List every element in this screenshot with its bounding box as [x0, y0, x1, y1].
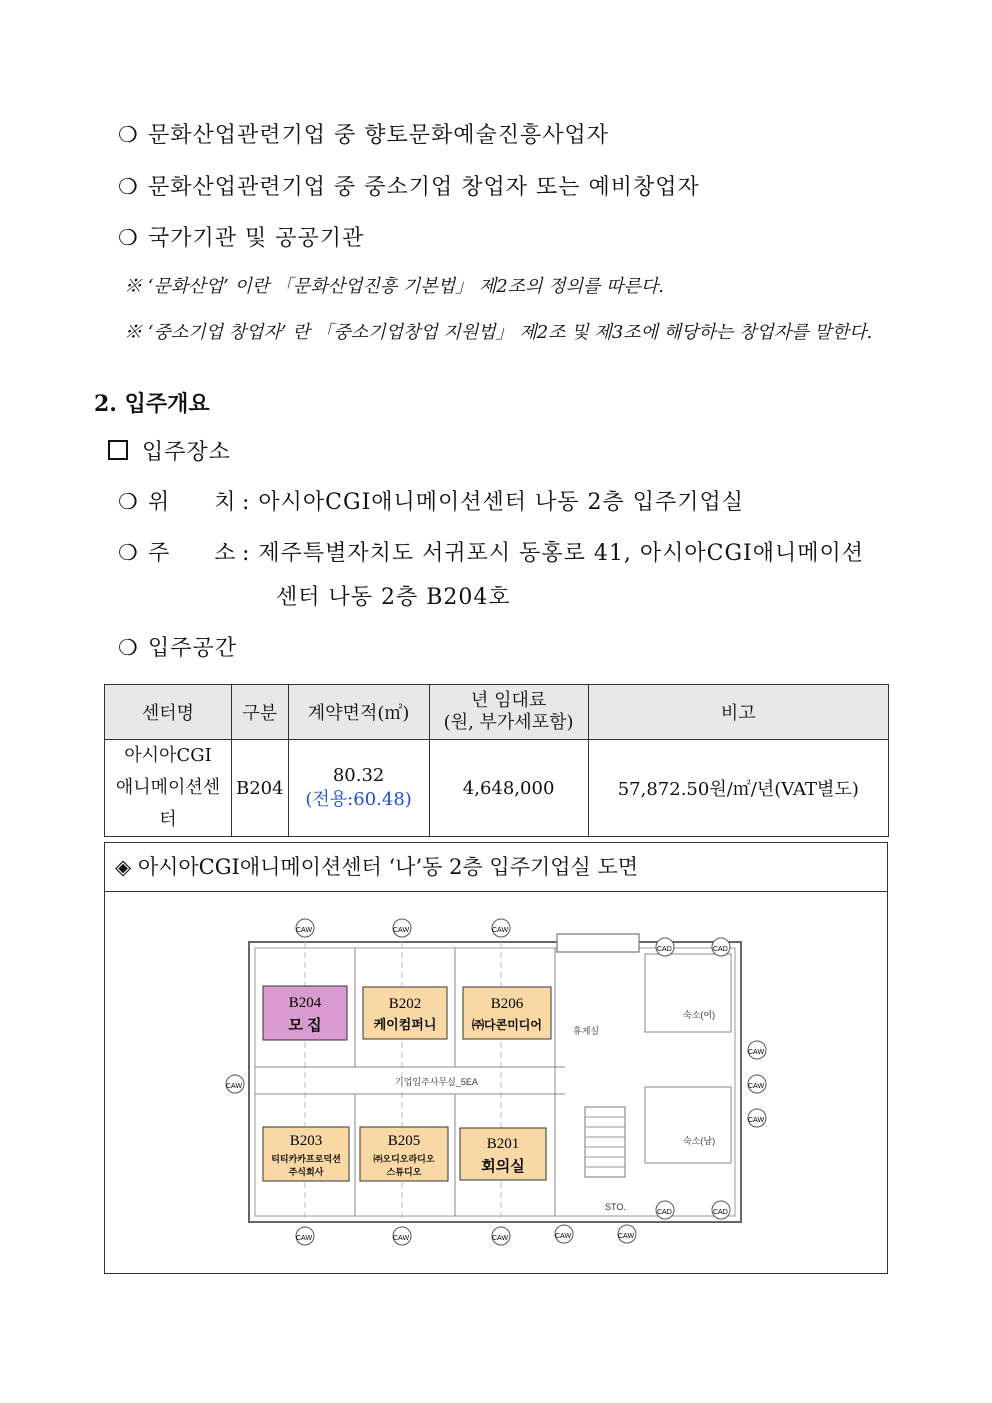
eligibility-item: ❍ 국가기관 및 공공기관 [118, 226, 365, 251]
caw-marker [748, 1075, 766, 1093]
cad-marker [712, 938, 730, 956]
svg-text:CAW: CAW [492, 1235, 509, 1242]
space-table [104, 684, 889, 837]
circle-bullet-icon: ❍ [118, 636, 139, 661]
footnote: ※ ‘중소기업 창업자’ 란 「중소기업창업 지원법」 제2조 및 제3조에 해당하는 창업자를 말한다. [124, 322, 873, 343]
eligibility-item: ❍ 문화산업관련기업 중 향토문화예술진흥사업자 [118, 123, 610, 148]
svg-text:CAW: CAW [296, 1235, 313, 1242]
eligibility-item: ❍ 문화산업관련기업 중 중소기업 창업자 또는 예비창업자 [118, 175, 700, 200]
table-row [105, 740, 889, 837]
svg-text:CAW: CAW [296, 927, 313, 934]
circle-bullet-icon: ❍ [118, 226, 139, 251]
caw-marker [296, 919, 314, 937]
room-b203 [263, 1127, 349, 1181]
svg-text:CAW: CAW [393, 1235, 410, 1242]
svg-text:CAW: CAW [555, 1233, 572, 1240]
stair-top [557, 934, 639, 952]
room-name: 티티카카프로덕션 [271, 1154, 341, 1164]
caw-marker [393, 919, 411, 937]
table-header-row [105, 685, 889, 740]
cad-marker [656, 1201, 674, 1219]
header-rent: 년 임대료 (원, 부가세포함) [429, 685, 588, 740]
caw-marker [748, 1109, 766, 1127]
footnote: ※ ‘문화산업’ 이란 「문화산업진흥 기본법」 제2조의 정의를 따른다. [124, 276, 664, 297]
address-value: 제주특별자치도 서귀포시 동홍로 41, 아시아CGI애니메이션 [258, 541, 865, 566]
floorplan-box [104, 842, 888, 1274]
dorm-male-text: 숙소(남) [683, 1136, 716, 1146]
lounge-label: 휴게실 [573, 1026, 600, 1036]
room-b205 [360, 1127, 448, 1181]
svg-text:CAW: CAW [618, 1233, 635, 1240]
room-id: B203 [289, 1133, 323, 1149]
cell-rent: 4,648,000 [429, 740, 588, 837]
circle-bullet-icon: ❍ [118, 175, 139, 200]
storage-label: STO. [605, 1202, 626, 1212]
address-label: 주 소 [148, 541, 237, 566]
room-b206 [463, 987, 551, 1039]
svg-text:CAW: CAW [492, 927, 509, 934]
square-bullet-icon [108, 440, 128, 460]
circle-bullet-icon: ❍ [118, 541, 139, 566]
caw-marker [226, 1075, 244, 1093]
svg-text:CAD: CAD [657, 1209, 672, 1216]
caw-marker [555, 1225, 573, 1243]
cell-center: 아시아CGI 애니메이션센터 [105, 740, 232, 837]
room-b201 [460, 1128, 546, 1180]
caw-marker [618, 1225, 636, 1243]
address-row: ❍ 주 소 : 제주특별자치도 서귀포시 동홍로 41, 아시아CGI애니메이션 [118, 536, 864, 567]
caw-marker [296, 1227, 314, 1245]
floorplan-title: ◈ 아시아CGI애니메이션센터 ‘나’동 2층 입주기업실 도면 [105, 843, 887, 892]
svg-text:CAD: CAD [713, 946, 728, 953]
room-name: ㈜오디오라디오 [373, 1154, 435, 1164]
caw-marker [393, 1227, 411, 1245]
space-row: ❍ 입주공간 [118, 636, 238, 661]
address-continued: 센터 나동 2층 B204호 [276, 585, 511, 610]
location-row: ❍ 위 치 : 아시아CGI애니메이션센터 나동 2층 입주기업실 [118, 485, 744, 516]
room-id: B202 [388, 996, 422, 1012]
svg-text:CAW: CAW [393, 927, 410, 934]
circle-bullet-icon: ❍ [118, 490, 139, 515]
room-id: B204 [288, 995, 322, 1011]
room-name-2: 스튜디오 [386, 1167, 422, 1177]
cad-marker [656, 938, 674, 956]
floorplan-image [105, 892, 887, 1272]
caw-marker [492, 1227, 510, 1245]
svg-text:CAW: CAW [226, 1083, 243, 1090]
room-id: B201 [486, 1136, 520, 1152]
svg-text:CAW: CAW [748, 1083, 765, 1090]
room-name: ㈜다콘미디어 [472, 1018, 542, 1032]
header-center: 센터명 [105, 685, 232, 740]
header-type: 구분 [232, 685, 289, 740]
cell-note: 57,872.50원/㎡/년(VAT별도) [588, 740, 888, 837]
room-id: B206 [490, 996, 524, 1012]
room-b202 [363, 987, 447, 1039]
svg-text:CAW: CAW [748, 1117, 765, 1124]
cad-marker [712, 1201, 730, 1219]
section-title: 2. 입주개요 [94, 391, 210, 417]
subsection-title: 입주장소 [108, 435, 231, 466]
room-b204 [263, 986, 347, 1040]
corridor-label: 기업입주사무실_5EA [395, 1077, 478, 1087]
svg-text:CAW: CAW [748, 1049, 765, 1056]
header-area: 계약면적(㎡) [288, 685, 429, 740]
caw-marker [748, 1041, 766, 1059]
location-label: 위 치 [148, 490, 237, 515]
location-value: 아시아CGI애니메이션센터 나동 2층 입주기업실 [258, 490, 745, 515]
header-note: 비고 [588, 685, 888, 740]
room-name: 모 집 [288, 1017, 322, 1034]
room-id: B205 [387, 1133, 421, 1149]
cell-unit: B204 [232, 740, 289, 837]
room-name-2: 주식회사 [288, 1167, 324, 1177]
svg-text:CAD: CAD [657, 946, 672, 953]
svg-text:CAD: CAD [713, 1209, 728, 1216]
room-name: 회의실 [481, 1158, 525, 1175]
room-name: 케이컴퍼니 [373, 1017, 437, 1032]
caw-marker [492, 919, 510, 937]
circle-bullet-icon: ❍ [118, 123, 139, 148]
dorm-female-label: 숙소(여) [683, 1010, 716, 1020]
cell-area: 80.32 (전용:60.48) [288, 740, 429, 837]
